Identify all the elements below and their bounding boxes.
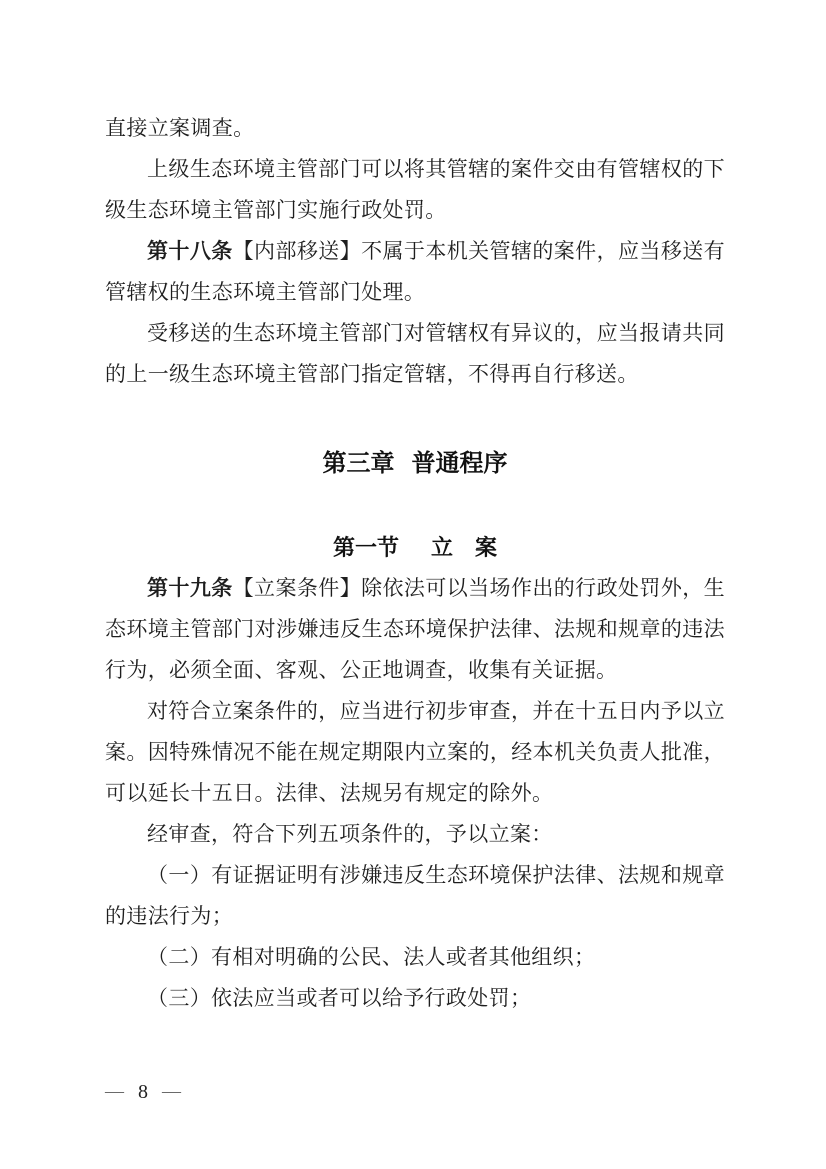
article-19-paragraph <box>105 568 725 691</box>
paragraph <box>105 149 725 231</box>
page-number: 8 <box>138 1081 148 1103</box>
section-number: 第一节 <box>332 535 399 560</box>
list-item-2 <box>105 937 725 978</box>
paragraph <box>105 691 725 814</box>
article-number: 第十九条 <box>147 576 233 600</box>
page-content <box>105 108 725 1019</box>
list-item-3 <box>105 978 725 1019</box>
paragraph <box>105 814 725 855</box>
paragraph-text: 对符合立案条件的，应当进行初步审查，并在十五日内予以立案。因特殊情况不能在规定期限内立案的，经本机关负责人批准，可以延长十五日。法律、法规另有规定的除外。 <box>105 699 725 805</box>
chapter-heading <box>105 443 725 484</box>
article-number: 第十八条 <box>147 239 233 263</box>
paragraph-continuation <box>105 108 725 149</box>
chapter-number: 第三章 <box>322 450 395 477</box>
footer-dash-left: — <box>105 1081 124 1102</box>
paragraph-text: 受移送的生态环境主管部门对管辖权有异议的，应当报请共同的上一级生态环境主管部门指定管辖，不得再自行移送。 <box>105 321 725 386</box>
paragraph-text: 直接立案调查。 <box>105 116 255 140</box>
paragraph-text: 【立案条件】除依法可以当场作出的行政处罚外，生态环境主管部门对涉嫌违反生态环境保护法律、法规和规章的违法行为，必须全面、客观、公正地调查，收集有关证据。 <box>105 576 725 682</box>
page-footer <box>105 1082 181 1102</box>
section-heading <box>105 527 725 568</box>
paragraph-text: 【内部移送】不属于本机关管辖的案件，应当移送有管辖权的生态环境主管部门处理。 <box>105 239 725 304</box>
paragraph <box>105 313 725 395</box>
paragraph-text: 上级生态环境主管部门可以将其管辖的案件交由有管辖权的下级生态环境主管部门实施行政处罚。 <box>105 157 725 222</box>
article-18-paragraph <box>105 231 725 313</box>
footer-dash-right: — <box>162 1081 181 1102</box>
paragraph-text: （一）有证据证明有涉嫌违反生态环境保护法律、法规和规章的违法行为； <box>105 863 725 928</box>
chapter-title: 普通程序 <box>411 450 508 477</box>
paragraph-text: 经审查，符合下列五项条件的，予以立案： <box>147 822 553 846</box>
paragraph-text: （二）有相对明确的公民、法人或者其他组织； <box>147 945 596 969</box>
paragraph-text: （三）依法应当或者可以给予行政处罚； <box>147 986 532 1010</box>
list-item-1 <box>105 855 725 937</box>
section-title: 立 案 <box>431 535 498 560</box>
